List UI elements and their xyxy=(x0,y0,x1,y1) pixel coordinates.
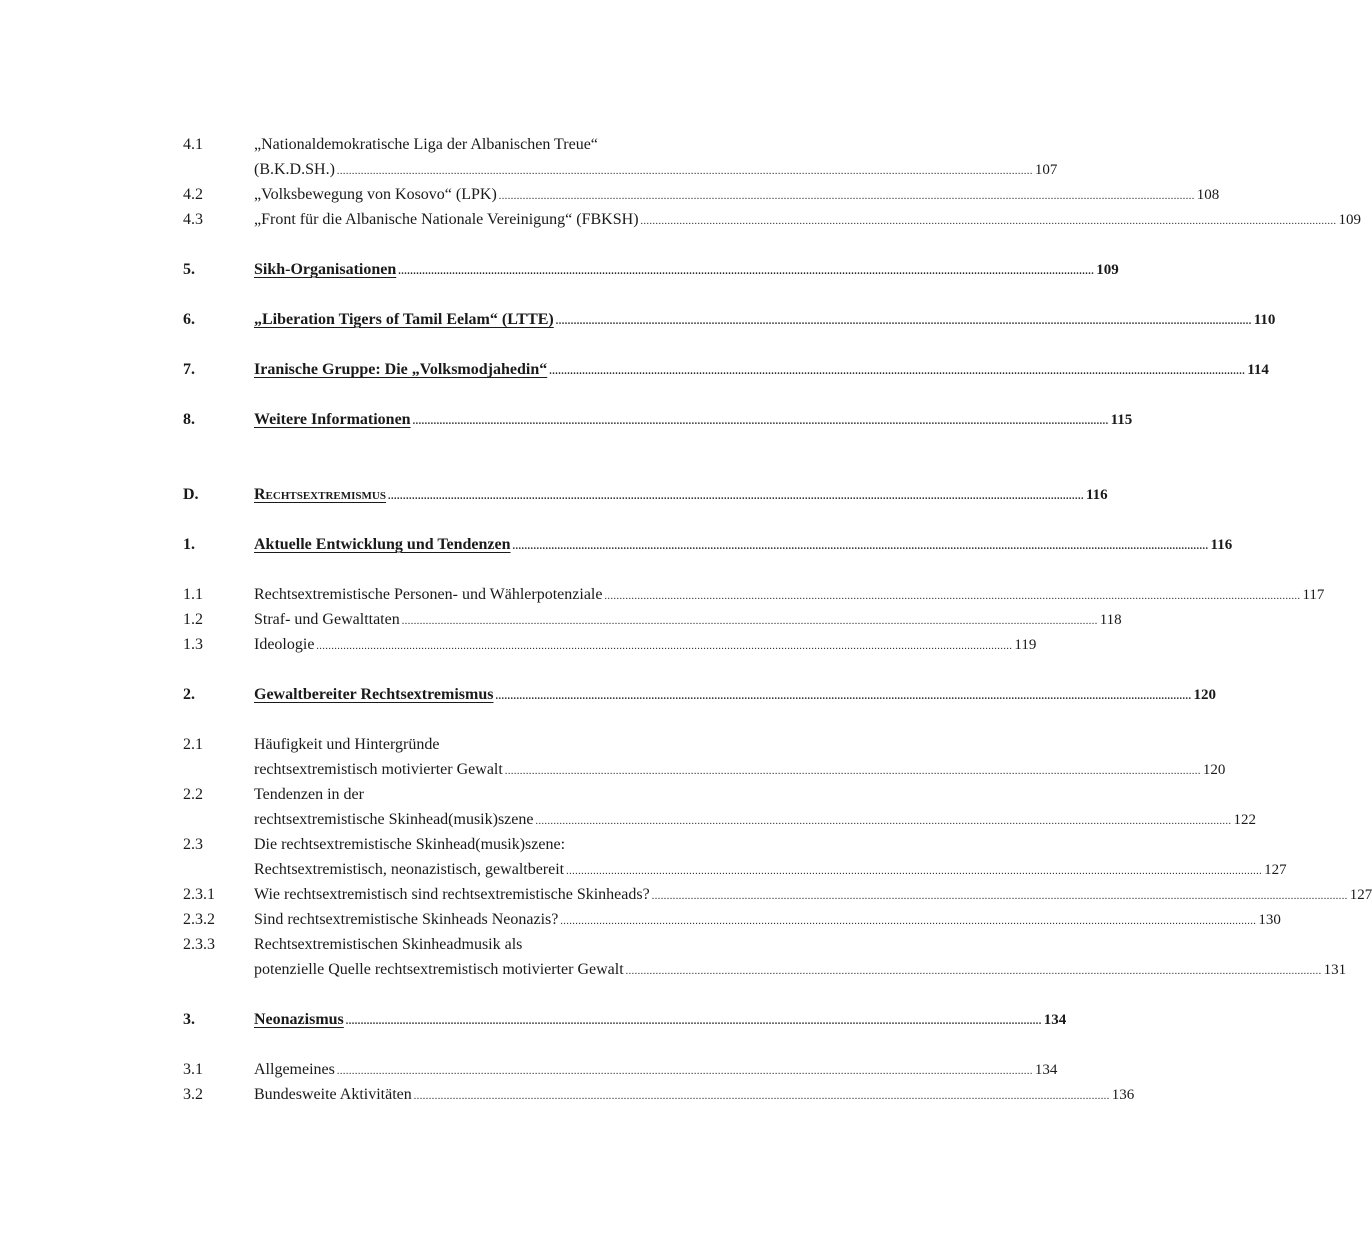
toc-page-number: 120 xyxy=(1193,687,1216,703)
dot-leader xyxy=(604,584,1300,609)
toc-page-number: 117 xyxy=(1302,587,1325,603)
toc-entry-number: 8. xyxy=(183,411,195,428)
toc-entry-number: 1. xyxy=(183,536,195,553)
toc-entry-line xyxy=(254,1082,1135,1109)
toc-entry[interactable] xyxy=(183,182,1220,207)
dot-leader xyxy=(337,1059,1033,1084)
toc-entry-line xyxy=(254,732,755,757)
dot-leader xyxy=(513,534,1209,559)
toc-entry-title: Ideologie xyxy=(254,636,315,653)
dot-leader xyxy=(346,1009,1042,1034)
toc-entry-body xyxy=(254,907,1281,934)
toc-entry-line xyxy=(254,157,1058,184)
toc-entry[interactable] xyxy=(183,632,1037,657)
toc-entry-body xyxy=(254,732,1226,778)
dot-leader xyxy=(414,1084,1110,1109)
dot-leader xyxy=(505,759,1201,784)
dot-leader xyxy=(641,209,1337,234)
toc-entry-body xyxy=(254,832,1287,878)
toc-entry-line xyxy=(254,857,1287,884)
toc-entry[interactable] xyxy=(183,882,1372,907)
toc-entry-body xyxy=(254,357,1269,384)
toc-entry-number: 5. xyxy=(183,261,195,278)
toc-page-number: 122 xyxy=(1233,812,1256,828)
toc-page-number: 107 xyxy=(1034,162,1058,178)
toc-entry-body xyxy=(254,132,1058,178)
toc-entry-line xyxy=(254,632,1037,659)
toc-page-number: 115 xyxy=(1110,412,1133,428)
toc-entry-title: Neonazismus xyxy=(254,1011,344,1028)
toc-entry-title: Die rechtsextremistische Skinhead(musik)szene: xyxy=(254,836,566,853)
toc-entry-title: Sikh-Organisationen xyxy=(254,261,397,278)
toc-entry-line xyxy=(254,532,1233,559)
toc-entry-title: (B.K.D.SH.) xyxy=(254,161,335,178)
dot-leader xyxy=(626,959,1322,984)
toc-entry-body xyxy=(254,532,1233,559)
dot-leader xyxy=(316,634,1012,659)
dot-leader xyxy=(560,909,1256,934)
toc-entry-title: rechtsextremistische Skinhead(musik)szene xyxy=(254,811,534,828)
toc-entry[interactable] xyxy=(183,132,1058,182)
toc-page-number: 136 xyxy=(1111,1087,1135,1103)
toc-entry-line xyxy=(254,257,1119,284)
toc-entry-line xyxy=(254,832,755,857)
toc-page-number: 119 xyxy=(1014,637,1037,653)
toc-entry-body xyxy=(254,607,1122,634)
toc-entry-title: Sind rechtsextremistische Skinheads Neonazis? xyxy=(254,911,559,928)
toc-entry[interactable] xyxy=(183,782,1256,832)
toc-entry-title: Wie rechtsextremistisch sind rechtsextremistische Skinheads? xyxy=(254,886,650,903)
toc-entry-title: „Volksbewegung von Kosovo“ (LPK) xyxy=(254,186,497,203)
toc-entry[interactable] xyxy=(183,932,1347,982)
dot-leader xyxy=(402,609,1098,634)
toc-entry-number: 2. xyxy=(183,686,195,703)
toc-entry-title: Rechtsextremistisch, neonazistisch, gewaltbereit xyxy=(254,861,565,878)
toc-entry-title: Weitere Informationen xyxy=(254,411,411,428)
toc-entry-title: Straf- und Gewalttaten xyxy=(254,611,400,628)
toc-entry-number: 4.3 xyxy=(183,211,203,228)
toc-entry-line xyxy=(254,607,1122,634)
toc-entry-line xyxy=(254,132,755,157)
toc-entry-line xyxy=(254,782,755,807)
toc-entry-number: 2.3.1 xyxy=(183,886,215,903)
toc-entry-body xyxy=(254,257,1119,284)
toc-entry-line xyxy=(254,407,1133,434)
toc-page-number: 114 xyxy=(1247,362,1269,378)
toc-entry-number: 7. xyxy=(183,361,195,378)
toc-entry-number: D. xyxy=(183,486,199,503)
toc-entry[interactable] xyxy=(183,532,1233,557)
toc-entry-body xyxy=(254,1007,1067,1034)
dot-leader xyxy=(556,309,1252,334)
dot-leader xyxy=(398,259,1094,284)
toc-entry-title: Häufigkeit und Hintergründe xyxy=(254,736,440,753)
toc-entry-title: „Liberation Tigers of Tamil Eelam“ (LTTE) xyxy=(254,311,554,328)
toc-page-number: 116 xyxy=(1210,537,1233,553)
toc-page-number: 116 xyxy=(1085,487,1108,503)
toc-entry-body xyxy=(254,407,1133,434)
toc-entry-line xyxy=(254,957,1347,984)
toc-page-number: 109 xyxy=(1096,262,1119,278)
dot-leader xyxy=(388,484,1084,509)
toc-entry-line xyxy=(254,882,1372,909)
toc-entry-number: 2.3.2 xyxy=(183,911,215,928)
toc-entry-title: Allgemeines xyxy=(254,1061,335,1078)
toc-entry-body xyxy=(254,207,1362,234)
toc-entry[interactable] xyxy=(183,682,1216,707)
toc-entry-body xyxy=(254,1057,1058,1084)
toc-entry-title: „Nationaldemokratische Liga der Albanischen Treue“ xyxy=(254,136,598,153)
dot-leader xyxy=(566,859,1262,884)
toc-entry-line xyxy=(254,757,1226,784)
toc-entry-body xyxy=(254,1082,1135,1109)
toc-entry-body xyxy=(254,182,1220,209)
toc-page-number: 110 xyxy=(1253,312,1276,328)
toc-entry-title: potenzielle Quelle rechtsextremistisch motivierter Gewalt xyxy=(254,961,624,978)
toc-entry-title: Bundesweite Aktivitäten xyxy=(254,1086,412,1103)
toc-entry-line xyxy=(254,907,1281,934)
toc-entry-body xyxy=(254,582,1325,609)
toc-entry-body xyxy=(254,632,1037,659)
toc-entry[interactable] xyxy=(183,207,1362,232)
toc-entry-number: 6. xyxy=(183,311,195,328)
toc-entry-body xyxy=(254,482,1108,509)
toc-entry-number: 1.1 xyxy=(183,586,203,603)
dot-leader xyxy=(495,684,1191,709)
toc-entry-title: Rechtsextremismus xyxy=(254,486,386,503)
toc-entry-body xyxy=(254,882,1372,909)
toc-entry-number: 4.1 xyxy=(183,136,203,153)
toc-entry[interactable] xyxy=(183,1007,1067,1032)
toc-entry-title: rechtsextremistisch motivierter Gewalt xyxy=(254,761,503,778)
toc-entry-line xyxy=(254,182,1220,209)
toc-page-number: 118 xyxy=(1099,612,1122,628)
toc-page-number: 127 xyxy=(1264,862,1287,878)
dot-leader xyxy=(499,184,1195,209)
toc-page-number: 134 xyxy=(1043,1012,1067,1028)
toc-entry-number: 3. xyxy=(183,1011,195,1028)
toc-entry[interactable] xyxy=(183,307,1276,332)
toc-entry-number: 3.1 xyxy=(183,1061,203,1078)
toc-entry-line xyxy=(254,1007,1067,1034)
toc-entry-number: 2.3.3 xyxy=(183,936,215,953)
dot-leader xyxy=(652,884,1348,909)
toc-page-number: 130 xyxy=(1258,912,1281,928)
toc-entry-title: „Front für die Albanische Nationale Vereinigung“ (FBKSH) xyxy=(254,211,639,228)
toc-entry[interactable] xyxy=(183,732,1226,782)
toc-page-number: 127 xyxy=(1349,887,1372,903)
toc-entry-line xyxy=(254,207,1362,234)
toc-entry-title: Tendenzen in der xyxy=(254,786,364,803)
toc-entry-line xyxy=(254,582,1325,609)
toc-entry-title: Gewaltbereiter Rechtsextremismus xyxy=(254,686,494,703)
toc-entry[interactable] xyxy=(183,1082,1135,1107)
toc-entry-number: 2.2 xyxy=(183,786,203,803)
toc-entry-body xyxy=(254,782,1256,828)
toc-entry-body xyxy=(254,307,1276,334)
toc-entry-number: 2.3 xyxy=(183,836,203,853)
toc-entry-title: Iranische Gruppe: Die „Volksmodjahedin“ xyxy=(254,361,548,378)
toc-entry-title: Rechtsextremistischen Skinheadmusik als xyxy=(254,936,523,953)
toc-entry-line xyxy=(254,357,1269,384)
toc-entry-line xyxy=(254,682,1216,709)
toc-entry-body xyxy=(254,682,1216,709)
toc-entry-number: 1.2 xyxy=(183,611,203,628)
toc-entry[interactable] xyxy=(183,407,1133,432)
toc-entry-number: 4.2 xyxy=(183,186,203,203)
toc-entry[interactable] xyxy=(183,907,1281,932)
toc-entry-number: 1.3 xyxy=(183,636,203,653)
dot-leader xyxy=(549,359,1245,384)
toc-entry-number: 3.2 xyxy=(183,1086,203,1103)
toc-page-number: 109 xyxy=(1338,212,1362,228)
toc-page-number: 108 xyxy=(1196,187,1220,203)
toc-entry[interactable] xyxy=(183,1057,1058,1082)
toc-page-number: 120 xyxy=(1202,762,1226,778)
toc-entry[interactable] xyxy=(183,482,1108,507)
toc-entry-title: Aktuelle Entwicklung und Tendenzen xyxy=(254,536,511,553)
dot-leader xyxy=(535,809,1231,834)
toc-entry[interactable] xyxy=(183,607,1122,632)
toc-page-number: 134 xyxy=(1034,1062,1058,1078)
toc-entry-line xyxy=(254,807,1256,834)
toc-entry-line xyxy=(254,482,1108,509)
toc-entry[interactable] xyxy=(183,582,1325,607)
toc-entry-body xyxy=(254,932,1347,978)
toc-entry-title: Rechtsextremistische Personen- und Wählerpotenziale xyxy=(254,586,603,603)
toc-entry-line xyxy=(254,932,755,957)
dot-leader xyxy=(337,159,1033,184)
toc-entry[interactable] xyxy=(183,357,1269,382)
toc-entry-line xyxy=(254,1057,1058,1084)
dot-leader xyxy=(413,409,1109,434)
toc-entry-line xyxy=(254,307,1276,334)
toc-entry-number: 2.1 xyxy=(183,736,203,753)
toc-entry[interactable] xyxy=(183,257,1119,282)
toc-entry[interactable] xyxy=(183,832,1287,882)
toc-page-number: 131 xyxy=(1323,962,1347,978)
